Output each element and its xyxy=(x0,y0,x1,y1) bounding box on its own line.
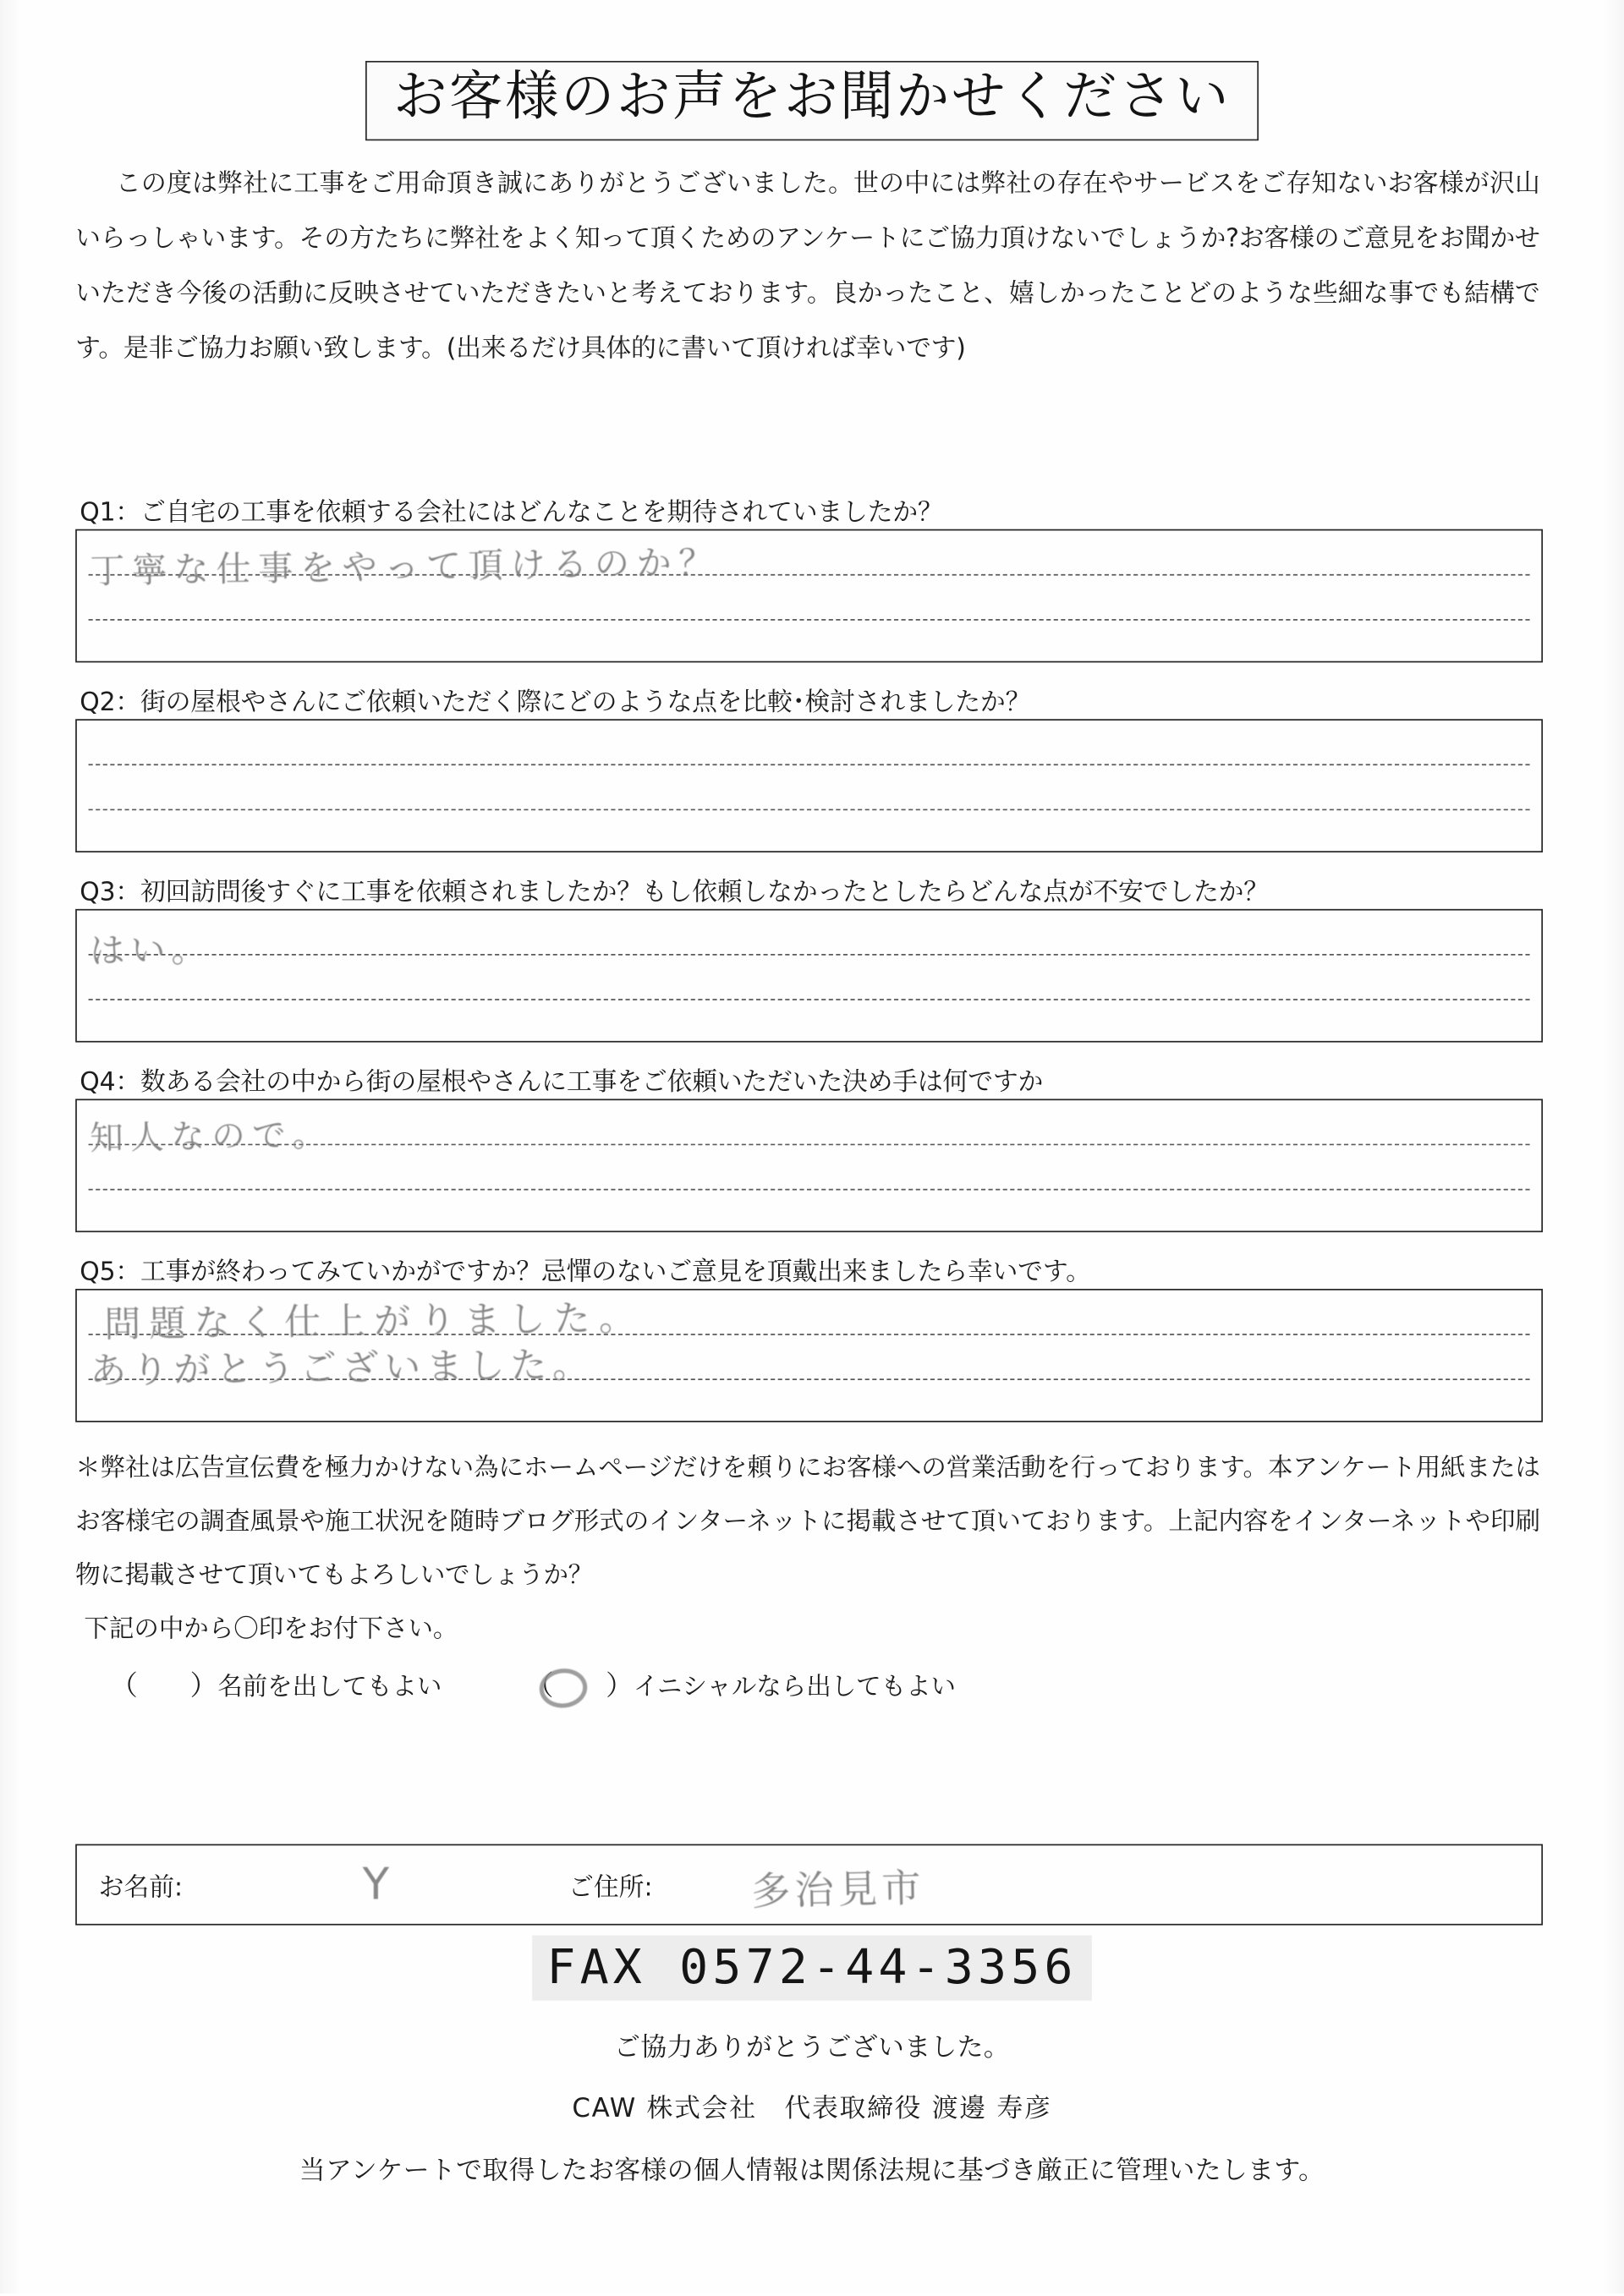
circle-mark-icon xyxy=(537,1665,589,1709)
consent-option-name-label: 名前を出してもよい xyxy=(217,1673,442,1702)
title-box xyxy=(365,61,1258,140)
handwritten-answer-q5-line2: ありがとうございました。 xyxy=(90,1343,595,1392)
handwritten-answer-q3-line1: はい。 xyxy=(90,929,212,972)
address-label: ご住所: xyxy=(568,1873,653,1904)
handwritten-answer-q1-line1: 丁寧な仕事をやって頂けるのか？ xyxy=(90,542,721,592)
answer-rule xyxy=(89,619,1530,621)
answer-rule xyxy=(89,999,1530,1000)
answer-box-q3[interactable] xyxy=(75,909,1543,1043)
answer-rule xyxy=(89,954,1530,956)
handwritten-address-value: 多治見市 xyxy=(750,1866,926,1915)
handwritten-name-value: Y xyxy=(362,1860,389,1911)
answer-rule xyxy=(89,809,1530,811)
consent-checkbox-initial[interactable]: （ ） xyxy=(526,1664,634,1703)
footer-privacy: 当アンケートで取得したお客様の個人情報は関係法規に基づき厳正に管理いたします。 xyxy=(299,2156,1325,2187)
answer-rule xyxy=(89,1189,1530,1191)
answer-rule xyxy=(89,764,1530,765)
question-label-q5: Q5：工事が終わってみていかがですか？忌憚のないご意見を頂戴出来ましたら幸いです。 xyxy=(80,1258,1091,1288)
consent-options xyxy=(110,1664,956,1703)
page-title xyxy=(0,61,1624,140)
question-label-q4: Q4：数ある会社の中から街の屋根やさんに工事をご依頼いただいた決め手は何ですか xyxy=(80,1068,1044,1098)
name-label: お名前: xyxy=(98,1873,184,1904)
fax-number xyxy=(0,1938,1624,1995)
consent-option-initial-label: イニシャルなら出してもよい xyxy=(633,1673,957,1702)
title-text: お客様のお声をお聞かせください xyxy=(393,65,1232,128)
footer-company: CAW 株式会社 代表取締役 渡邊 寿彦 xyxy=(572,2093,1052,2124)
footer-thanks: ご協力ありがとうございました。 xyxy=(614,2032,1011,2063)
question-label-q3: Q3：初回訪問後すぐに工事を依頼されましたか？もし依頼しなかったとしたらどんな点が不安でしたか？ xyxy=(80,878,1269,908)
intro-paragraph: この度は弊社に工事をご用命頂き誠にありがとうございました。世の中には弊社の存在やサービスをご存知ないお客様が沢山いらっしゃいます。その方たちに弊社をよく知って頂くためのアンケートにご協力頂けないでしょうか?お客様のご意見をお聞かせいただき今後の活動に反映させていただきたいと考えております。良かったこと、嬉しかったことどのような些細な事でも結構です。是非ご協力お願い致します。(出来るだけ具体的に書いて頂ければ幸いです) xyxy=(75,169,1540,364)
question-label-q1: Q1：ご自宅の工事を依頼する会社にはどんなことを期待されていましたか？ xyxy=(80,498,943,529)
question-label-q2: Q2：街の屋根やさんにご依頼いただく際にどのような点を比較･検討されましたか？ xyxy=(80,688,1031,718)
handwritten-answer-q5-line1: 問題なく仕上がりました。 xyxy=(104,1296,645,1345)
handwritten-answer-q4-line1: 知人なので。 xyxy=(90,1116,333,1159)
consent-option-name[interactable] xyxy=(110,1664,442,1703)
consent-checkbox-name[interactable]: （ ） xyxy=(110,1669,218,1702)
publication-instruction: 下記の中から〇印をお付下さい。 xyxy=(84,1614,458,1645)
publication-notice: ＊弊社は広告宣伝費を極力かけない為にホームページだけを頼りにお客様への営業活動を行っております。本アンケート用紙またはお客様宅の調査風景や施工状況を随時ブログ形式のインターネットに掲載させて頂いております。上記内容をインターネットや印刷物に掲載させて頂いてもよろしいでしょうか？ xyxy=(75,1454,1540,1591)
fax-number-text: FAX 0572-44-3356 xyxy=(532,1936,1092,2001)
answer-box-q2[interactable] xyxy=(75,719,1543,852)
consent-option-initial[interactable] xyxy=(526,1664,956,1703)
